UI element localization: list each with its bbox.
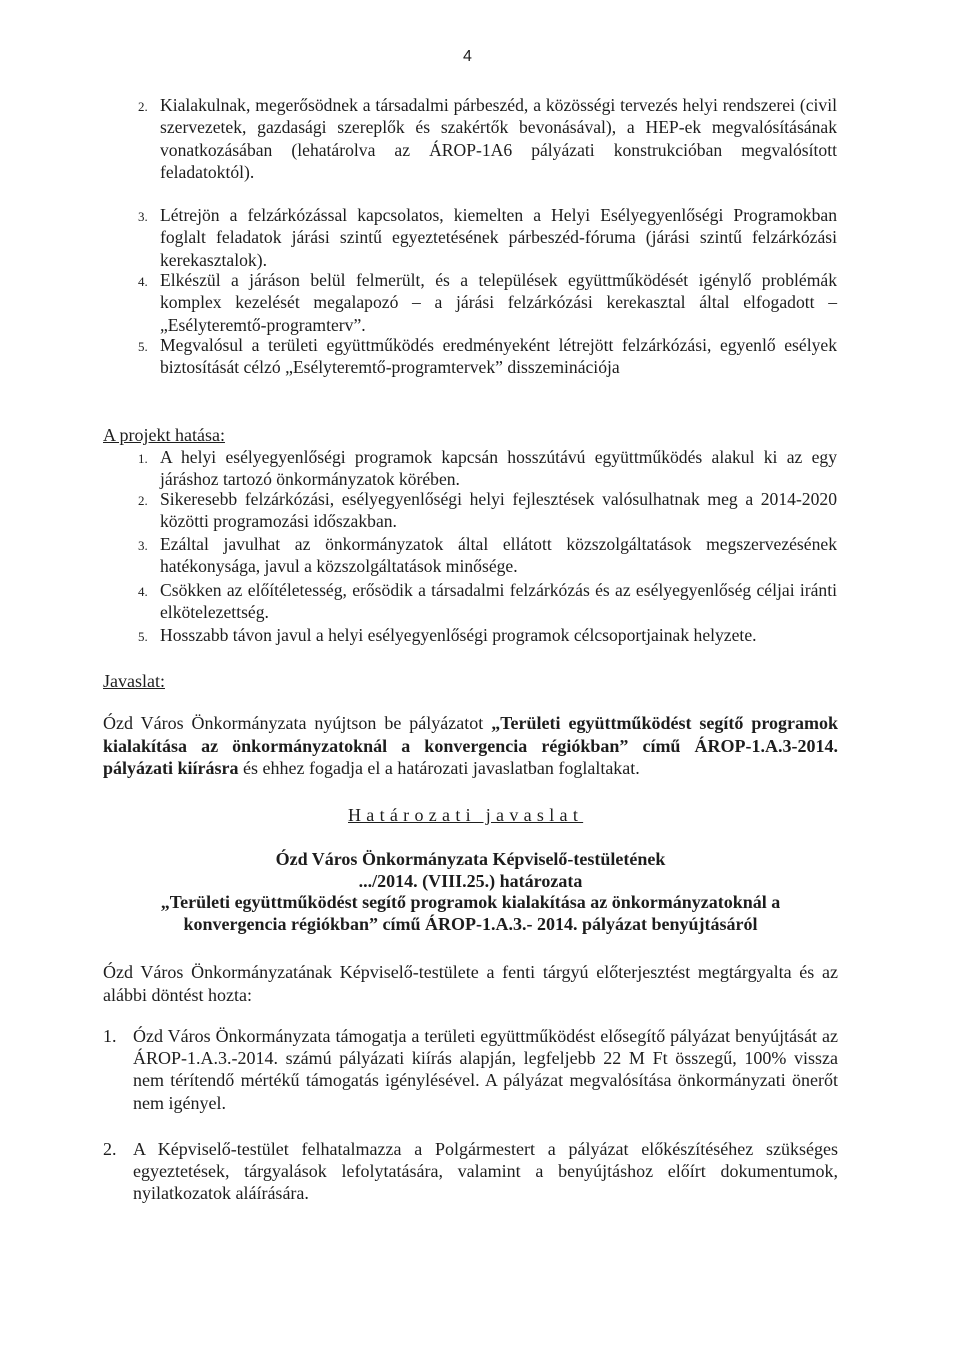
- list-item-number: 3.: [138, 538, 148, 553]
- list-item: [138, 446, 837, 491]
- section-heading-javaslat: Javaslat:: [103, 671, 165, 691]
- section-heading-hatasa: A projekt hatása:: [103, 425, 225, 445]
- list-item-number: 2.: [138, 99, 148, 114]
- list-item-number: 3.: [138, 209, 148, 224]
- javaslat-call-title: „Területi együttműködést segítő programok kialakítása az önkormányzatoknál a konvergencia régiókban” című ÁROP-1.A.3-2014. pályázati kiírásra: [103, 713, 838, 778]
- javaslat-text-end: és ehhez fogadja el a határozati javaslatban foglaltakat.: [238, 758, 640, 778]
- decision-text: A Képviselő-testület felhatalmazza a Polgármestert a pályázat előkészítéséhez szükséges egyeztetések, tárgyalások lefolytatására, valamint a benyújtáshoz előírt dokumentumok, nyilatkozatok aláírására.: [133, 1139, 838, 1204]
- javaslat-text-start: Ózd Város Önkormányzata nyújtson be pályázatot: [103, 713, 492, 733]
- list-item: [138, 488, 837, 533]
- list-item: [138, 624, 837, 646]
- list-item-text: Megvalósul a területi együttműködés eredményeként létrejött felzárkózási, egyenlő esélyek biztosítását célzó „Esélyteremtő-programtervek” disszeminációja: [160, 335, 837, 378]
- page-number: 4: [463, 48, 472, 65]
- resolution-intro: Ózd Város Önkormányzatának Képviselő-testülete a fenti tárgyú előterjesztést megtárgyalta és az alábbi döntést hozta:: [103, 962, 838, 1005]
- decision-text: Ózd Város Önkormányzata támogatja a területi együttműködést elősegítő pályázat benyújtását az ÁROP-1.A.3.-2014. számú pályázati kiírás alapján, legfeljebb 22 M Ft összegű, 100% vissza nem térítendő mértékű támogatás igénylésével. A pályázat megvalósítása önkormányzati önerőt nem igényel.: [133, 1026, 838, 1113]
- resolution-title-line2: .../2014. (VIII.25.) határozata: [358, 870, 583, 891]
- list-item: [138, 204, 837, 271]
- list-item-text: Csökken az előítéletesség, erősödik a társadalmi felzárkózás és az esélyegyenlőség céljai iránti elkötelezettség.: [160, 580, 837, 623]
- list-item-number: 2.: [138, 493, 148, 508]
- resolution-proposal-heading: Határozati javaslat: [348, 805, 584, 825]
- list-item-text: Létrejön a felzárkózással kapcsolatos, kiemelten a Helyi Esélyegyenlőségi Programokban foglalt feladatok járási szintű egyeztetésének párbeszéd-fóruma (járási szintű felzárkózási kerekasztalok).: [160, 205, 837, 270]
- resolution-title: [103, 849, 838, 935]
- list-item-text: Elkészül a járáson belül felmerült, és a települések együttműködését igénylő problémák komplex kezelését megalapozó – a járási felzárkózási kerekasztal által elfogadott – „Esélyteremtő-programterv”.: [160, 270, 837, 335]
- list-item-number: 5.: [138, 629, 148, 644]
- list-item: [138, 269, 837, 336]
- resolution-title-line3: „Területi együttműködést segítő programok kialakítása az önkormányzatoknál a konvergencia régiókban” című ÁROP-1.A.3.- 2014. pályázat benyújtásáról: [160, 892, 781, 934]
- decision-number: 2.: [103, 1139, 117, 1159]
- list-item-text: Kialakulnak, megerősödnek a társadalmi párbeszéd, a közösségi tervezés helyi rendszerei (civil szervezetek, gazdasági szereplők és szakértők bevonásával), a HEP-ek megvalósításának vonatkozásában (lehatárolva az ÁROP-1A6 pályázati konstrukcióban megvalósított feladatoktól).: [160, 95, 837, 182]
- list-item-number: 5.: [138, 339, 148, 354]
- list-item-text: Hosszabb távon javul a helyi esélyegyenlőségi programok célcsoportjainak helyzete.: [160, 625, 757, 645]
- list-item: [138, 533, 837, 578]
- resolution-title-line1: Ózd Város Önkormányzata Képviselő-testületének: [275, 849, 666, 869]
- list-item-number: 4.: [138, 274, 148, 289]
- list-item-number: 1.: [138, 451, 148, 466]
- decision-item: [103, 1025, 838, 1114]
- javaslat-paragraph: [103, 712, 838, 780]
- list-item-text: A helyi esélyegyenlőségi programok kapcsán hosszútávú együttműködés alakul ki az egy járáshoz tartozó önkormányzatok körében.: [160, 447, 837, 490]
- list-item: [138, 334, 837, 379]
- list-item: [138, 579, 837, 624]
- list-item-number: 4.: [138, 584, 148, 599]
- decision-item: [103, 1138, 838, 1205]
- list-item: [138, 94, 837, 183]
- list-item-text: Sikeresebb felzárkózási, esélyegyenlőségi helyi fejlesztések valósulhatnak meg a 2014-2020 közötti programozási időszakban.: [160, 489, 837, 532]
- list-item-text: Ezáltal javulhat az önkormányzatok által ellátott közszolgáltatások megszervezésének hatékonysága, javul a közszolgáltatások minősége.: [160, 534, 837, 577]
- decision-number: 1.: [103, 1026, 117, 1046]
